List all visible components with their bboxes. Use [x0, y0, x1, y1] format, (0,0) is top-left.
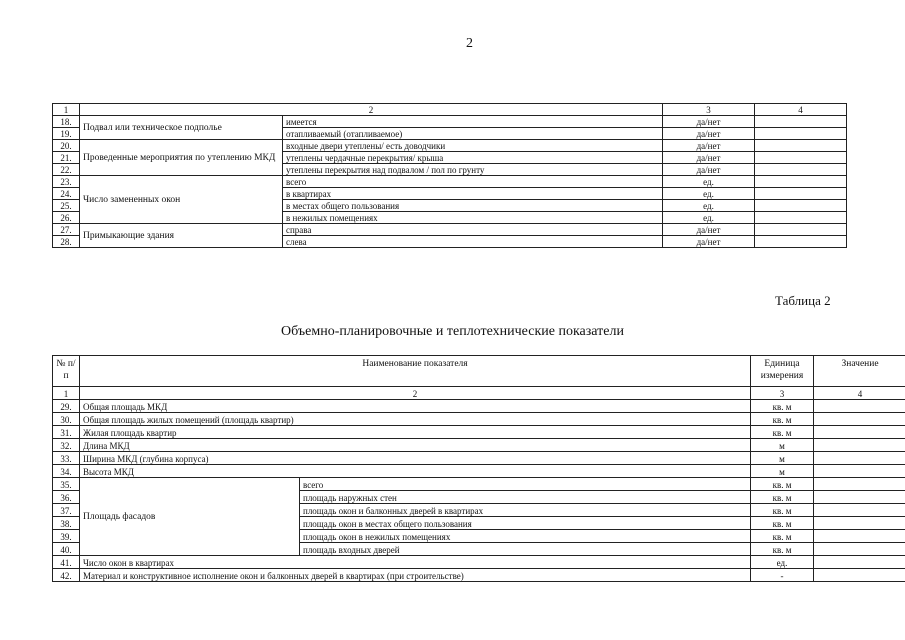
- row-number: 42.: [53, 569, 80, 582]
- index-cell: 1: [53, 387, 80, 400]
- row-number: 25.: [53, 200, 80, 212]
- row-number: 37.: [53, 504, 80, 517]
- row-unit: м: [751, 452, 814, 465]
- row-group-label: Площадь фасадов: [80, 478, 300, 556]
- row-unit: кв. м: [751, 426, 814, 439]
- header-unit: Единица измерения: [751, 356, 814, 387]
- row-unit: кв. м: [751, 504, 814, 517]
- row-value[interactable]: [755, 236, 847, 248]
- row-item: утеплены чердачные перекрытия/ крыша: [283, 152, 663, 164]
- table-title: Объемно-планировочные и теплотехнические показатели: [281, 324, 624, 339]
- row-number: 26.: [53, 212, 80, 224]
- index-cell: 3: [751, 387, 814, 400]
- row-name: площадь окон в местах общего пользования: [300, 517, 751, 530]
- row-unit: кв. м: [751, 400, 814, 413]
- row-value[interactable]: [755, 176, 847, 188]
- indicators-table-2: [52, 355, 905, 582]
- row-name: Материал и конструктивное исполнение окон и балконных дверей в квартирах (при строительстве): [80, 569, 751, 582]
- row-number: 39.: [53, 530, 80, 543]
- header-num: № п/п: [53, 356, 80, 387]
- row-unit: м: [751, 465, 814, 478]
- row-unit: да/нет: [663, 164, 755, 176]
- row-number: 38.: [53, 517, 80, 530]
- table-row: [53, 439, 905, 452]
- row-name: Высота МКД: [80, 465, 751, 478]
- table-row: [53, 116, 847, 128]
- row-group-label: Подвал или техническое подполье: [80, 116, 283, 140]
- table-row: [53, 569, 905, 582]
- row-value[interactable]: [755, 200, 847, 212]
- row-name: Общая площадь МКД: [80, 400, 751, 413]
- row-item: в квартирах: [283, 188, 663, 200]
- table-header-row: [53, 104, 847, 116]
- header-name: Наименование показателя: [80, 356, 751, 387]
- row-group-label: Число замененных окон: [80, 176, 283, 224]
- row-value[interactable]: [755, 224, 847, 236]
- row-value[interactable]: [814, 478, 905, 491]
- row-number: 40.: [53, 543, 80, 556]
- row-value[interactable]: [814, 556, 905, 569]
- row-unit: да/нет: [663, 236, 755, 248]
- header-cell: 3: [663, 104, 755, 116]
- row-number: 36.: [53, 491, 80, 504]
- table-label: Таблица 2: [775, 293, 831, 308]
- row-value[interactable]: [814, 439, 905, 452]
- row-item: справа: [283, 224, 663, 236]
- row-unit: ед.: [663, 200, 755, 212]
- row-unit: кв. м: [751, 478, 814, 491]
- row-name: Жилая площадь квартир: [80, 426, 751, 439]
- row-unit: ед.: [751, 556, 814, 569]
- row-value[interactable]: [755, 140, 847, 152]
- row-number: 23.: [53, 176, 80, 188]
- row-value[interactable]: [755, 116, 847, 128]
- row-unit: м: [751, 439, 814, 452]
- row-value[interactable]: [755, 152, 847, 164]
- row-unit: ед.: [663, 188, 755, 200]
- row-unit: кв. м: [751, 543, 814, 556]
- row-value[interactable]: [814, 543, 905, 556]
- header-cell: 4: [755, 104, 847, 116]
- row-item: утеплены перекрытия над подвалом / пол по грунту: [283, 164, 663, 176]
- row-item: всего: [283, 176, 663, 188]
- row-group-label: Примыкающие здания: [80, 224, 283, 248]
- row-value[interactable]: [814, 504, 905, 517]
- row-number: 22.: [53, 164, 80, 176]
- index-cell: 2: [80, 387, 751, 400]
- row-name: Ширина МКД (глубина корпуса): [80, 452, 751, 465]
- row-item: входные двери утеплены/ есть доводчики: [283, 140, 663, 152]
- row-unit: да/нет: [663, 140, 755, 152]
- row-name: площадь входных дверей: [300, 543, 751, 556]
- row-unit: ед.: [663, 176, 755, 188]
- row-number: 31.: [53, 426, 80, 439]
- row-name: Число окон в квартирах: [80, 556, 751, 569]
- header-cell: 1: [53, 104, 80, 116]
- row-unit: кв. м: [751, 517, 814, 530]
- row-value[interactable]: [814, 569, 905, 582]
- row-unit: кв. м: [751, 491, 814, 504]
- row-name: Длина МКД: [80, 439, 751, 452]
- row-name: Общая площадь жилых помещений (площадь квартир): [80, 413, 751, 426]
- table-row: [53, 452, 905, 465]
- row-number: 28.: [53, 236, 80, 248]
- row-value[interactable]: [814, 530, 905, 543]
- table-row: [53, 176, 847, 188]
- table-header-row: [53, 356, 905, 387]
- header-value: Значение: [814, 356, 905, 387]
- table-row: [53, 224, 847, 236]
- row-value[interactable]: [814, 426, 905, 439]
- row-unit: -: [751, 569, 814, 582]
- row-unit: да/нет: [663, 152, 755, 164]
- row-number: 34.: [53, 465, 80, 478]
- row-value[interactable]: [814, 413, 905, 426]
- row-unit: да/нет: [663, 128, 755, 140]
- table-row: [53, 556, 905, 569]
- row-number: 20.: [53, 140, 80, 152]
- row-value[interactable]: [755, 164, 847, 176]
- row-number: 21.: [53, 152, 80, 164]
- row-value[interactable]: [755, 212, 847, 224]
- row-group-label: Проведенные мероприятия по утеплению МКД: [80, 140, 283, 176]
- row-value[interactable]: [814, 465, 905, 478]
- row-number: 24.: [53, 188, 80, 200]
- row-value[interactable]: [814, 400, 905, 413]
- row-unit: кв. м: [751, 413, 814, 426]
- header-cell: 2: [80, 104, 663, 116]
- row-number: 33.: [53, 452, 80, 465]
- table-row: [53, 465, 905, 478]
- row-value[interactable]: [755, 188, 847, 200]
- row-unit: ед.: [663, 212, 755, 224]
- row-number: 19.: [53, 128, 80, 140]
- row-item: имеется: [283, 116, 663, 128]
- table-index-row: [53, 387, 905, 400]
- row-item: в нежилых помещениях: [283, 212, 663, 224]
- row-value[interactable]: [814, 517, 905, 530]
- row-item: отапливаемый (отапливаемое): [283, 128, 663, 140]
- row-number: 30.: [53, 413, 80, 426]
- row-number: 29.: [53, 400, 80, 413]
- row-unit: да/нет: [663, 116, 755, 128]
- index-cell: 4: [814, 387, 905, 400]
- row-number: 27.: [53, 224, 80, 236]
- indicators-table-1: [52, 103, 847, 248]
- table-row: [53, 140, 847, 152]
- row-item: слева: [283, 236, 663, 248]
- row-value[interactable]: [814, 491, 905, 504]
- row-value[interactable]: [755, 128, 847, 140]
- row-unit: кв. м: [751, 530, 814, 543]
- row-name: площадь наружных стен: [300, 491, 751, 504]
- row-name: площадь окон в нежилых помещениях: [300, 530, 751, 543]
- table-row: [53, 478, 905, 491]
- row-value[interactable]: [814, 452, 905, 465]
- table-row: [53, 413, 905, 426]
- row-name: площадь окон и балконных дверей в квартирах: [300, 504, 751, 517]
- row-item: в местах общего пользования: [283, 200, 663, 212]
- row-number: 18.: [53, 116, 80, 128]
- row-name: всего: [300, 478, 751, 491]
- table-row: [53, 426, 905, 439]
- row-unit: да/нет: [663, 224, 755, 236]
- row-number: 41.: [53, 556, 80, 569]
- row-number: 32.: [53, 439, 80, 452]
- row-number: 35.: [53, 478, 80, 491]
- table-row: [53, 400, 905, 413]
- page-number: 2: [466, 36, 473, 51]
